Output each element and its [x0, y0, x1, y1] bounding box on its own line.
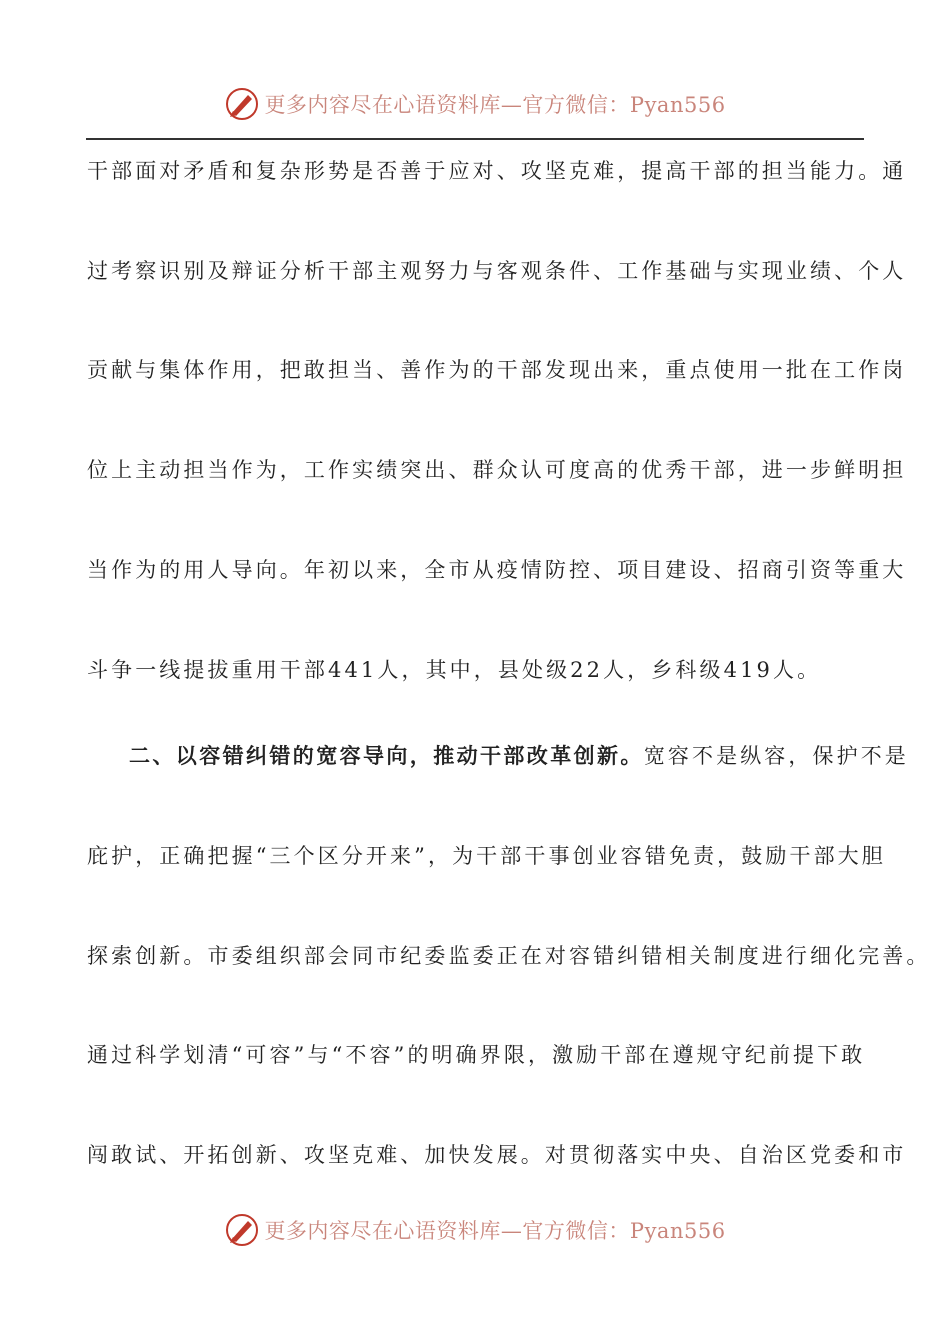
body-line-4: 位上主动担当作为，工作实绩突出、群众认可度高的优秀干部，进一步鲜明担: [87, 458, 907, 482]
body-line-1: 干部面对矛盾和复杂形势是否善于应对、攻坚克难，提高干部的担当能力。通: [87, 159, 907, 183]
section-first-line: [129, 741, 909, 771]
body-line-5: 当作为的用人导向。年初以来，全市从疫情防控、项目建设、招商引资等重大: [87, 558, 907, 582]
section-heading: 二、以容错纠错的宽容导向，推动干部改革创新。: [129, 743, 644, 768]
header-divider: [86, 138, 864, 140]
pen-nib-logo-icon: [224, 1212, 260, 1248]
section-line-2: 庇护，正确把握“三个区分开来”，为干部干事创业容错免责，鼓励干部大胆: [87, 844, 886, 868]
header-banner-text: 更多内容尽在心语资料库—官方微信：Pyan556: [264, 93, 726, 117]
body-line-2: 过考察识别及辩证分析干部主观努力与客观条件、工作基础与实现业绩、个人: [87, 259, 907, 283]
footer-banner-text: 更多内容尽在心语资料库—官方微信：Pyan556: [264, 1219, 726, 1243]
body-line-6: 斗争一线提拔重用干部441人，其中，县处级22人，乡科级419人。: [87, 658, 822, 682]
body-line-3: 贡献与集体作用，把敢担当、善作为的干部发现出来，重点使用一批在工作岗: [87, 358, 907, 382]
section-line-4: 通过科学划清“可容”与“不容”的明确界限，激励干部在遵规守纪前提下敢: [87, 1043, 866, 1067]
pen-nib-logo-icon: [224, 86, 260, 122]
section-line-3: 探索创新。市委组织部会同市纪委监委正在对容错纠错相关制度进行细化完善。: [87, 944, 931, 968]
section-first-line-rest: 宽容不是纵容，保护不是: [643, 744, 909, 768]
section-line-5: 闯敢试、开拓创新、攻坚克难、加快发展。对贯彻落实中央、自治区党委和市: [87, 1143, 907, 1167]
page-footer-banner: [0, 1210, 950, 1250]
page-header-banner: [0, 84, 950, 124]
